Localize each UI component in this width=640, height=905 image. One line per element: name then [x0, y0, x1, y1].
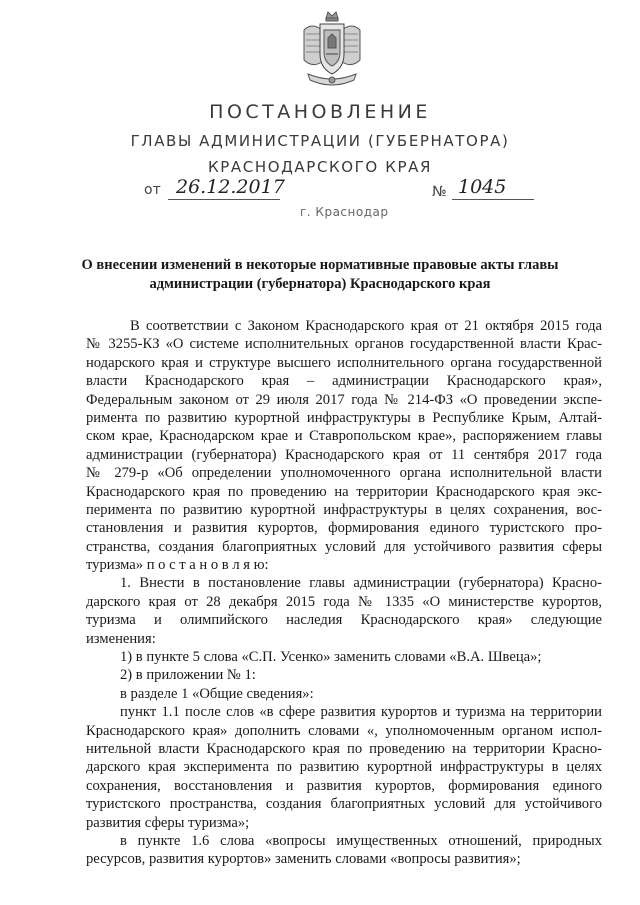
city-label: г. Краснодар — [300, 205, 389, 219]
body-line: римента по развитию курортной инфраструктуры в Республике Крым, Алтай- — [86, 409, 602, 426]
body-line: Федеральным законом от 29 июля 2017 года № 214-ФЗ «О проведении экспе- — [86, 391, 602, 408]
body-line: пункт 1.1 после слов «в сфере развития курортов и туризма на территории — [120, 704, 602, 721]
region-heading: КРАСНОДАРСКОГО КРАЯ — [208, 158, 432, 176]
body-line: ресурсов, развития курортов» заменить словами «вопросы развития»; — [86, 851, 521, 868]
body-line: в пункте 1.6 слова «вопросы имущественных отношений, природных — [120, 832, 602, 849]
number-label: № — [432, 184, 447, 200]
body-line: развития сферы туризма»; — [86, 814, 250, 831]
body-line: ском крае, Краснодарском крае и Ставропольском крае», распоряжением главы — [86, 428, 602, 445]
body-line: нительной власти Краснодарского края по проведению на территории Красно- — [86, 740, 602, 757]
body-line: дарского края эксперимента по развитию курортной инфраструктуры в целях — [86, 759, 602, 776]
document-number: 1045 — [458, 176, 507, 198]
body-line: сохранения, восстановления и развития курортов, формирования единого — [86, 777, 602, 794]
body-line: № 279-р «Об определении уполномоченного органа исполнительной власти — [86, 465, 602, 482]
document-title: О внесении изменений в некоторые нормативные правовые акты главы администрации (губернатора) Краснодарского края — [81, 257, 559, 292]
document-date: 26.12.2017 — [176, 176, 285, 198]
issuing-authority-heading: ГЛАВЫ АДМИНИСТРАЦИИ (ГУБЕРНАТОРА) — [130, 132, 510, 150]
body-line: изменения: — [86, 630, 156, 647]
body-line: 2) в приложении № 1: — [120, 667, 256, 684]
body-line: дарского края от 28 декабря 2015 года № 1335 «О министерстве курортов, — [86, 593, 602, 610]
body-line: власти Краснодарского края – администрации Краснодарского края», — [86, 373, 602, 390]
body-line: туризма» п о с т а н о в л я ю: — [86, 557, 269, 574]
body-line: туризма и олимпийского наследия Краснодарского края» следующие — [86, 612, 602, 629]
number-underline — [452, 199, 534, 200]
body-line: перимента по развитию курортной инфраструктуры в целях сохранения, вос- — [86, 501, 602, 518]
body-line: туристского пространства, создания благоприятных условий для устойчивого — [86, 796, 602, 813]
document-body — [86, 317, 602, 869]
coat-of-arms-emblem — [298, 8, 366, 92]
body-line: 1) в пункте 5 слова «С.П. Усенко» заменить словами «В.А. Швеца»; — [120, 649, 542, 666]
body-line: нодарского края и структуре высшего исполнительного органа государственной — [86, 354, 602, 371]
body-line: 1. Внести в постановление главы администрации (губернатора) Красно- — [120, 575, 602, 592]
body-line: Краснодарского края» дополнить словами «, уполномоченным органом испол- — [86, 722, 602, 739]
body-line: становления и развития курортов, формирования единого туристского про- — [86, 520, 602, 537]
body-line: в разделе 1 «Общие сведения»: — [120, 685, 314, 702]
body-line: № 3255-КЗ «О системе исполнительных органов государственной власти Крас- — [86, 336, 602, 353]
date-label: от — [144, 182, 161, 198]
body-line: странства, создания благоприятных условий для устойчивого развития сферы — [86, 538, 602, 555]
body-line: Краснодарского края по проведению на территории Краснодарского края экс- — [86, 483, 602, 500]
body-line: администрации (губернатора) Краснодарского края от 11 сентября 2017 года — [86, 446, 602, 463]
document-type-heading: ПОСТАНОВЛЕНИЕ — [209, 101, 431, 123]
body-line: В соответствии с Законом Краснодарского края от 21 октября 2015 года — [130, 318, 602, 334]
date-underline — [168, 199, 280, 200]
